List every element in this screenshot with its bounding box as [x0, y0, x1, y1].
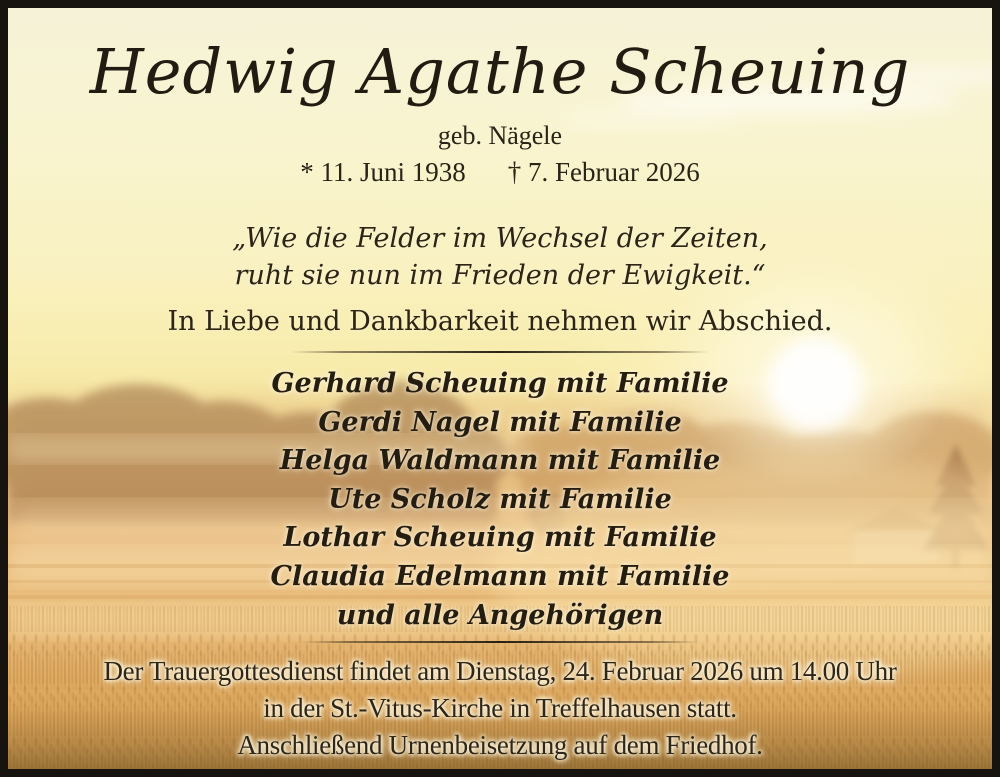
notice-content: [8, 8, 992, 769]
quote-line: ruht sie nun im Frieden der Ewigkeit.“: [234, 260, 766, 291]
life-dates: [8, 155, 992, 189]
maiden-name: geb. Nägele: [437, 121, 563, 150]
mourners-list: [8, 365, 992, 635]
service-details: [8, 653, 992, 764]
mourner-row: Gerdi Nagel mit Familie: [318, 406, 682, 438]
birth-date: * 11. Juni 1938: [300, 157, 466, 187]
mourner-row: Helga Waldmann mit Familie: [279, 445, 721, 477]
service-line: Der Trauergottesdienst findet am Dienstag, 24. Februar 2026 um 14.00 Uhr: [103, 656, 897, 686]
deceased-name: Hedwig Agathe Scheuing: [89, 35, 911, 108]
divider-line: [291, 351, 709, 353]
memorial-quote: [8, 220, 992, 294]
mourner-row: Ute Scholz mit Familie: [328, 483, 672, 515]
service-line: Anschließend Urnenbeisetzung auf dem Friedhof.: [237, 730, 763, 760]
mourner-row: Lothar Scheuing mit Familie: [283, 522, 717, 554]
mourner-row: Gerhard Scheuing mit Familie: [271, 368, 729, 399]
death-date: † 7. Februar 2026: [507, 157, 700, 187]
mourner-row: und alle Angehörigen: [336, 599, 664, 631]
quote-line: „Wie die Felder im Wechsel der Zeiten,: [232, 223, 768, 254]
service-line: in der St.-Vitus-Kirche in Treffelhausen statt.: [263, 693, 737, 723]
farewell-line: In Liebe und Dankbarkeit nehmen wir Abschied.: [167, 306, 833, 337]
mourner-row: Claudia Edelmann mit Familie: [270, 560, 730, 592]
divider-line: [301, 641, 699, 643]
